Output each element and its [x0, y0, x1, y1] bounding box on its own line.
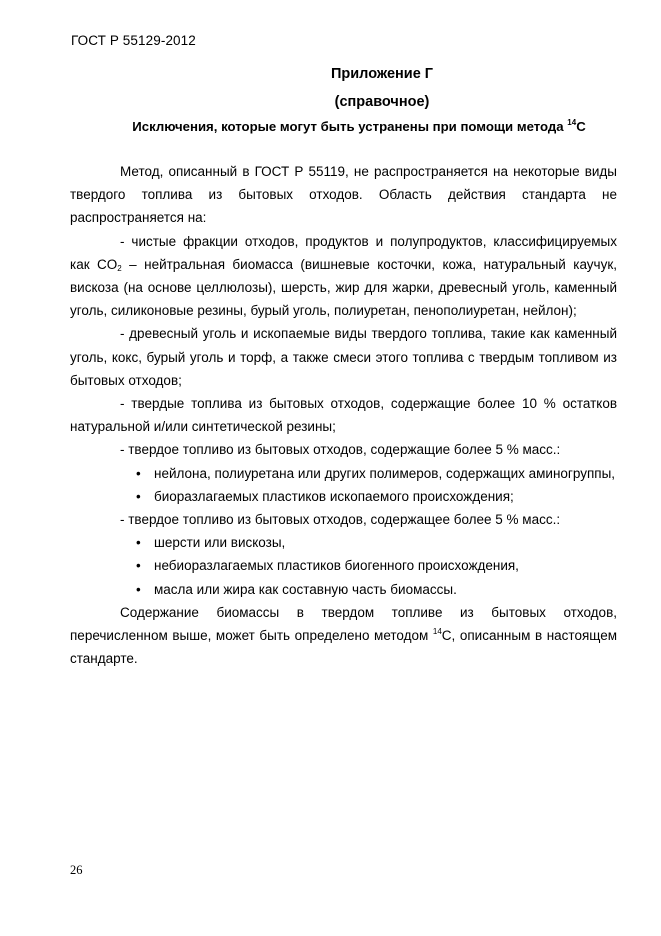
intro-paragraph: Метод, описанный в ГОСТ Р 55119, не распространяется на некоторые виды твердого топлива из бытовых отходов. Область действия стандарта не распространяется на:: [70, 164, 617, 226]
exclusion-item-4-bullets: [70, 462, 617, 508]
conclusion-paragraph: [70, 601, 617, 671]
conclusion-text-a: Содержание биомассы в твердом топливе из бытовых отходов, перечисленном выше, может быть определено методом: [70, 604, 617, 644]
exclusion-item-1-text-b: – нейтральная биомасса (вишневые косточки, кожа, натуральный каучук, вискоза (на основе целлюлозы), шерсть, жир для жарки, древесный уголь, каменный уголь, силиконовые резины, бурый уголь, полиуретан, пенополиуретан, нейлон);: [70, 256, 617, 319]
exclusion-item-5-bullets: [70, 531, 617, 601]
bullet-dot-icon: •: [136, 488, 141, 504]
appendix-title: Приложение Г: [330, 66, 434, 82]
appendix-heading-element: С: [576, 119, 586, 134]
list-item: [70, 531, 617, 554]
co2-subscript: 2: [117, 263, 122, 273]
bullet-dot-icon: •: [136, 558, 141, 574]
list-item: [70, 462, 617, 485]
list-item-text: биоразлагаемых пластиков ископаемого происхождения;: [154, 488, 514, 504]
appendix-heading: [70, 119, 618, 134]
exclusion-item-1: [70, 230, 617, 323]
list-item: [70, 554, 617, 577]
page-number: 26: [70, 863, 83, 877]
exclusion-item-5: - твердое топливо из бытовых отходов, содержащее более 5 % масс.:: [120, 512, 561, 528]
bullet-dot-icon: •: [136, 581, 141, 597]
bullet-dot-icon: •: [136, 465, 141, 481]
exclusion-item-3: - твердые топлива из бытовых отходов, содержащие более 10 % остатков натуральной и/или синтетической резины;: [70, 396, 617, 435]
list-item: [70, 485, 617, 508]
list-item-text: небиоразлагаемых пластиков биогенного происхождения,: [154, 558, 519, 574]
conclusion-text-b: С, описанным в настоящем стандарте.: [70, 628, 618, 667]
appendix-heading-text: Исключения, которые могут быть устранены при помощи метода: [132, 119, 568, 134]
appendix-heading-isotope-mass: 14: [567, 118, 577, 127]
appendix-kind: (справочное): [334, 94, 430, 110]
document-id: ГОСТ Р 55129-2012: [71, 33, 196, 48]
list-item-text: масла или жира как составную часть биомассы.: [154, 581, 457, 597]
exclusion-item-4: - твердое топливо из бытовых отходов, содержащие более 5 % масс.:: [120, 442, 561, 458]
conclusion-isotope-mass: 14: [432, 627, 442, 637]
body-text: [70, 160, 617, 670]
exclusion-item-1-text-a: - чистые фракции отходов, продуктов и полупродуктов, классифицируемых как CO: [70, 233, 617, 272]
list-item-text: нейлона, полиуретана или других полимеров, содержащих аминогруппы,: [154, 465, 616, 481]
list-item: [70, 578, 617, 601]
exclusion-item-2: - древесный уголь и ископаемые виды твердого топлива, такие как каменный уголь, кокс, бурый уголь и торф, а также смеси этого топлива с твердым топливом из бытовых отходов;: [70, 326, 617, 388]
list-item-text: шерсти или вискозы,: [154, 535, 286, 551]
bullet-dot-icon: •: [136, 535, 141, 551]
